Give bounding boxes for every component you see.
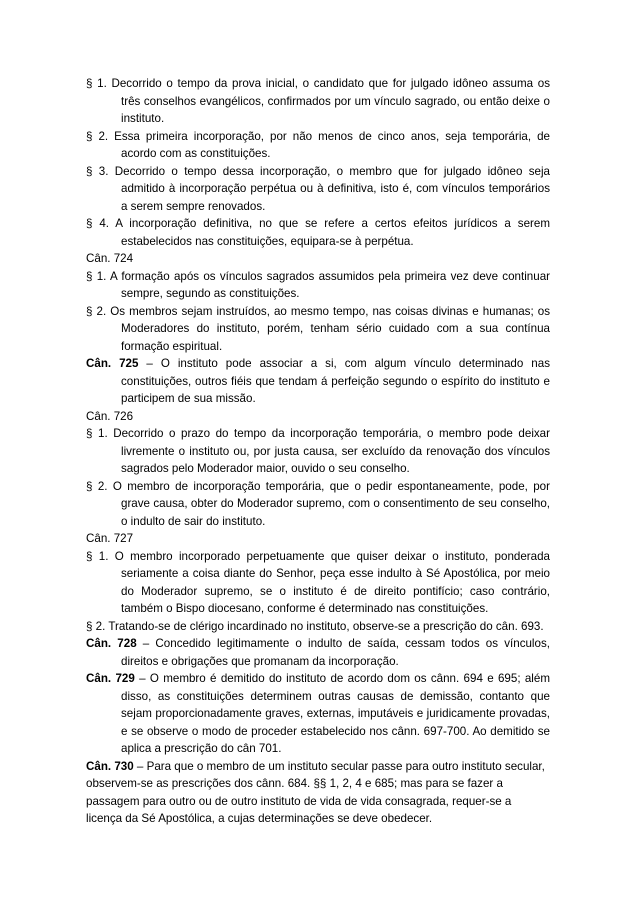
canon-paragraph: [86, 635, 550, 670]
paragraph-text: § 2. Tratando-se de clérigo incardinado no instituto, observe-se a prescrição do cân. 693.: [86, 619, 544, 633]
paragraph-text: § 2. Os membros sejam instruídos, ao mesmo tempo, nas coisas divinas e humanas; os Moderadores do instituto, porém, tenham sério cuidado com a sua contínua formação espiritual.: [86, 304, 550, 353]
canon-number: Cân. 725: [86, 357, 139, 370]
paragraph: [86, 215, 550, 250]
canon-heading-text: Cân. 724: [86, 252, 134, 265]
paragraph-text: § 1. A formação após os vínculos sagrados assumidos pela primeira vez deve continuar sempre, segundo as constituições.: [86, 269, 550, 300]
paragraph-text: – O instituto pode associar a si, com algum vínculo determinado nas constituições, outros fiéis que tendam á perfeição segundo o espírito do instituto e participem de sua missão.: [121, 357, 550, 405]
paragraph: [86, 128, 550, 163]
canon-heading-text: Cân. 727: [86, 532, 134, 545]
canon-heading: [86, 530, 550, 548]
paragraph: [86, 425, 550, 478]
paragraph-text: § 4. A incorporação definitiva, no que se refere a certos efeitos jurídicos a serem estabelecidos nas constituições, equipara-se à perpétua.: [86, 217, 550, 248]
canon-number: Cân. 728: [86, 637, 137, 650]
canon-paragraph: [86, 355, 550, 408]
paragraph-text: § 1. O membro incorporado perpetuamente que quiser deixar o instituto, ponderada seriamente a coisa diante do Senhor, peça esse indulto à Sé Apostólica, por meio do Moderador supremo, se o instituto é de direito pontifício; caso contrário, também o Bispo diocesano, conforme é determinado nas constituições.: [86, 549, 550, 615]
canon-heading-text: Cân. 726: [86, 409, 134, 423]
canon-paragraph: [86, 670, 550, 758]
canon-number: Cân. 730: [86, 759, 134, 773]
paragraph: [86, 303, 550, 356]
paragraph-text: – O membro é demitido do instituto de acordo dom os cânn. 694 e 695; além disso, as constituições determinem outras causas de demissão, contanto que sejam proporcionadamente graves, externas, imputáveis e juridicamente provadas, e se observe o modo de proceder estabelecido nos cânn. 697-700. Ao demitido se aplica a prescrição do cân 701.: [121, 672, 550, 755]
paragraph-text: § 2. O membro de incorporação temporária, que o pedir espontaneamente, pode, por grave causa, obter do Moderador supremo, com o consentimento de seu conselho, o indulto de sair do instituto.: [86, 479, 550, 528]
paragraph: [86, 268, 550, 303]
paragraph-text: § 2. Essa primeira incorporação, por não menos de cinco anos, seja temporária, de acordo com as constituições.: [86, 129, 550, 160]
canon-heading: [86, 408, 550, 426]
paragraph: [86, 163, 550, 216]
paragraph-text: – Para que o membro de um instituto secular passe para outro instituto secular, observem-se as prescrições dos cânn. 684. §§ 1, 2, 4 e 685; mas para se fazer a passagem para outro ou de outro instituto de vida de vida consagrada, requer-se a licença da Sé Apostólica, a cujas determinações se deve obedecer.: [86, 759, 545, 825]
paragraph-text: – Concedido legitimamente o indulto de saída, cessam todos os vínculos, direitos e obrigações que promanam da incorporação.: [121, 637, 550, 668]
paragraph: [86, 478, 550, 531]
canon-paragraph: [86, 758, 550, 828]
document-body: [86, 75, 550, 828]
paragraph-text: § 1. Decorrido o prazo do tempo da incorporação temporária, o membro pode deixar livremente o instituto ou, por justa causa, ser excluído da renovação dos vínculos sagrados pelo Moderador maior, ouvido o seu conselho.: [86, 427, 550, 475]
paragraph: [86, 75, 550, 128]
canon-number: Cân. 729: [86, 672, 135, 685]
paragraph-text: § 1. Decorrido o tempo da prova inicial, o candidato que for julgado idôneo assuma os três conselhos evangélicos, confirmados por um vínculo sagrado, ou então deixe o instituto.: [86, 77, 550, 125]
paragraph: [86, 548, 550, 618]
paragraph: [86, 618, 550, 636]
canon-heading: [86, 250, 550, 268]
paragraph-text: § 3. Decorrido o tempo dessa incorporação, o membro que for julgado idôneo seja admitido à incorporação perpétua ou à definitiva, isto é, com vínculos temporários a serem sempre renovados.: [86, 164, 550, 213]
